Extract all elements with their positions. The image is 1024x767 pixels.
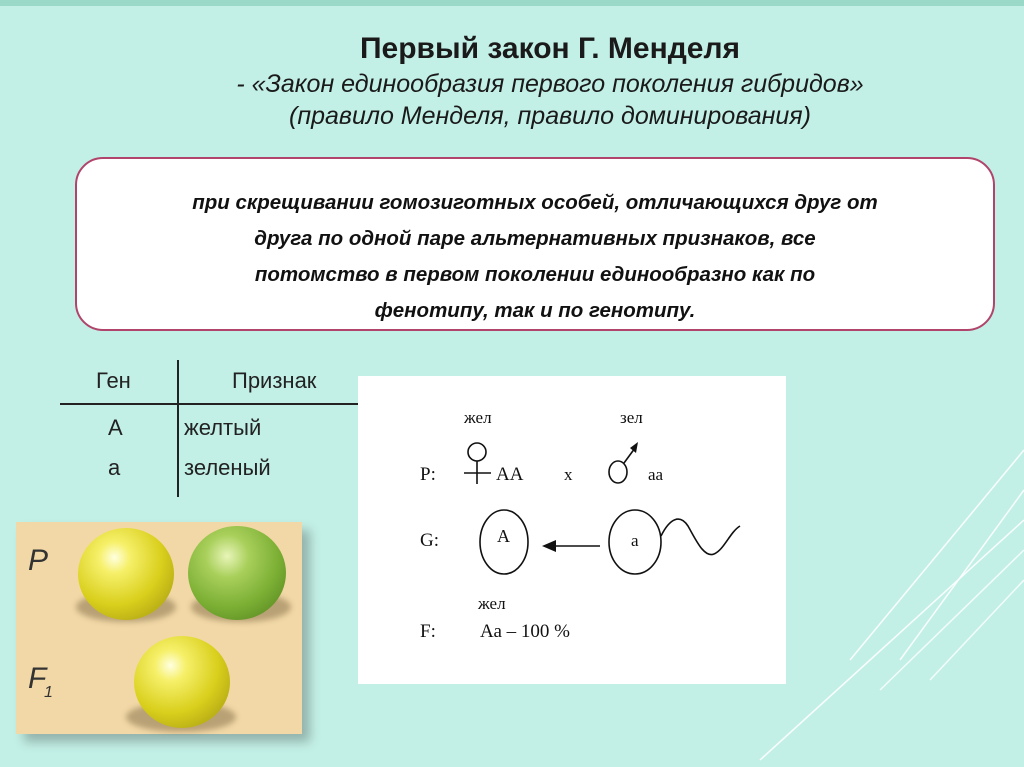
trait-yellow: желтый bbox=[184, 415, 262, 440]
definition-line: фенотипу, так и по генотипу. bbox=[374, 299, 696, 322]
label-p: P bbox=[28, 544, 49, 577]
row-label-f: F: bbox=[420, 621, 436, 642]
gene-recessive: а bbox=[108, 455, 121, 480]
label-f: F bbox=[28, 662, 47, 695]
header-trait: Признак bbox=[232, 368, 317, 393]
offspring-result: Аа – 100 % bbox=[480, 621, 570, 642]
offspring-phenotype: жел bbox=[478, 594, 506, 613]
slide-subtitle: - «Закон единообразия первого поколения гибридов» bbox=[236, 70, 864, 98]
slide-subnote: (правило Менделя, правило доминирования) bbox=[289, 102, 811, 130]
female-genotype: АА bbox=[496, 464, 524, 485]
yellow-pea-offspring bbox=[134, 636, 230, 728]
cross-sign: х bbox=[564, 465, 573, 484]
table-vertical-divider bbox=[177, 360, 179, 497]
row-label-g: G: bbox=[420, 530, 439, 551]
label-f-sub: 1 bbox=[44, 684, 53, 701]
definition-box bbox=[75, 157, 995, 331]
gene-dominant: А bbox=[108, 415, 123, 440]
peas-illustration bbox=[16, 522, 302, 734]
male-genotype: аа bbox=[648, 465, 664, 484]
title-block bbox=[140, 30, 960, 132]
female-symbol-icon bbox=[464, 443, 491, 484]
definition-text bbox=[97, 185, 973, 329]
yellow-pea-parent bbox=[78, 528, 174, 620]
female-gamete-allele: А bbox=[497, 526, 510, 546]
slide-title: Первый закон Г. Менделя bbox=[359, 32, 741, 65]
male-symbol-icon bbox=[609, 442, 638, 483]
row-label-p: P: bbox=[420, 464, 436, 485]
header-gene: Ген bbox=[96, 368, 131, 393]
table-header-divider bbox=[60, 403, 360, 405]
male-gamete-allele: а bbox=[631, 531, 639, 550]
decorative-lines bbox=[700, 430, 1024, 767]
green-pea-parent bbox=[188, 526, 286, 620]
definition-line: потомство в первом поколении единообразно как по bbox=[254, 263, 816, 286]
fertilization-arrow-icon bbox=[542, 540, 600, 552]
male-phenotype: зел bbox=[620, 408, 643, 427]
definition-line: друга по одной паре альтернативных признаков, все bbox=[254, 227, 816, 250]
top-band bbox=[0, 0, 1024, 6]
gene-trait-table bbox=[60, 360, 360, 500]
definition-line: при скрещивании гомозиготных особей, отличающихся друг от bbox=[192, 191, 878, 214]
female-phenotype: жел bbox=[464, 408, 492, 427]
trait-green: зеленый bbox=[184, 455, 271, 480]
